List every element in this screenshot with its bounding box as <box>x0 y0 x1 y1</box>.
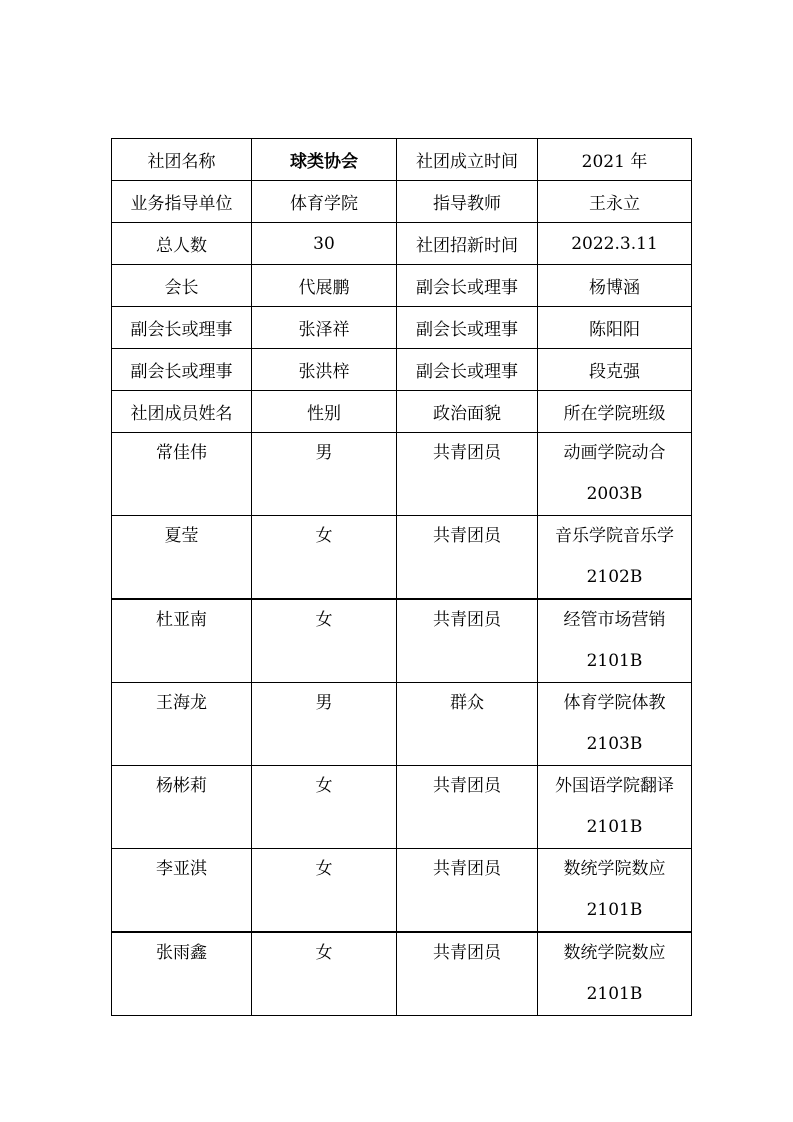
member-class-college: 外国语学院翻译 <box>555 776 674 796</box>
member-name: 杜亚南 <box>112 599 252 683</box>
value-total-members: 30 <box>252 223 397 265</box>
label-vice-president: 副会长或理事 <box>112 307 252 349</box>
member-class <box>538 766 692 849</box>
column-header-politics: 政治面貌 <box>397 391 538 433</box>
member-politics: 共青团员 <box>397 849 538 933</box>
member-row <box>112 683 692 766</box>
member-class-college: 体育学院体教 <box>563 693 666 713</box>
value-vice-president: 陈阳阳 <box>538 307 692 349</box>
president-row <box>112 265 692 307</box>
member-class <box>538 433 692 516</box>
member-class-college: 音乐学院音乐学 <box>555 526 674 546</box>
member-class <box>538 932 692 1016</box>
label-advisor: 指导教师 <box>397 181 538 223</box>
member-class-code: 2003B <box>586 484 643 504</box>
club-name-row <box>112 139 692 181</box>
member-name: 夏莹 <box>112 516 252 600</box>
value-vice-president: 张洪梓 <box>252 349 397 391</box>
member-class-college: 数统学院数应 <box>563 943 666 963</box>
member-row <box>112 433 692 516</box>
label-vice-president: 副会长或理事 <box>397 265 538 307</box>
guidance-row <box>112 181 692 223</box>
label-vice-president: 副会长或理事 <box>397 307 538 349</box>
member-class <box>538 599 692 683</box>
member-name: 杨彬莉 <box>112 766 252 849</box>
member-class-code: 2102B <box>586 567 643 587</box>
value-vice-president: 杨博涵 <box>538 265 692 307</box>
label-president: 会长 <box>112 265 252 307</box>
member-class <box>538 849 692 933</box>
member-class-code: 2101B <box>586 651 643 671</box>
member-gender: 女 <box>252 766 397 849</box>
label-club-name: 社团名称 <box>112 139 252 181</box>
label-vice-president: 副会长或理事 <box>397 349 538 391</box>
member-class-code: 2103B <box>586 734 643 754</box>
member-class-code: 2101B <box>586 984 643 1004</box>
member-name: 王海龙 <box>112 683 252 766</box>
member-class-college: 数统学院数应 <box>563 859 666 879</box>
member-class-college: 动画学院动合 <box>563 443 666 463</box>
vice-president-row <box>112 307 692 349</box>
value-president: 代展鹏 <box>252 265 397 307</box>
value-club-name: 球类协会 <box>252 139 397 181</box>
member-class-code: 2101B <box>586 900 643 920</box>
member-row <box>112 849 692 933</box>
member-politics: 共青团员 <box>397 766 538 849</box>
member-class <box>538 683 692 766</box>
club-info-sheet <box>111 138 691 1016</box>
member-politics: 共青团员 <box>397 599 538 683</box>
member-row <box>112 932 692 1016</box>
headcount-row <box>112 223 692 265</box>
value-guidance-unit: 体育学院 <box>252 181 397 223</box>
member-politics: 共青团员 <box>397 516 538 600</box>
member-class-code: 2101B <box>586 817 643 837</box>
member-gender: 男 <box>252 433 397 516</box>
member-class <box>538 516 692 600</box>
member-gender: 男 <box>252 683 397 766</box>
label-guidance-unit: 业务指导单位 <box>112 181 252 223</box>
club-info-table <box>111 138 692 1016</box>
label-vice-president: 副会长或理事 <box>112 349 252 391</box>
member-row <box>112 516 692 600</box>
label-founded-time: 社团成立时间 <box>397 139 538 181</box>
member-name: 李亚淇 <box>112 849 252 933</box>
member-gender: 女 <box>252 599 397 683</box>
label-total-members: 总人数 <box>112 223 252 265</box>
column-header-name: 社团成员姓名 <box>112 391 252 433</box>
member-politics: 群众 <box>397 683 538 766</box>
member-column-headers <box>112 391 692 433</box>
member-row <box>112 766 692 849</box>
value-vice-president: 张泽祥 <box>252 307 397 349</box>
member-row <box>112 599 692 683</box>
value-recruit-time: 2022.3.11 <box>538 223 692 265</box>
column-header-gender: 性别 <box>252 391 397 433</box>
member-gender: 女 <box>252 516 397 600</box>
member-name: 张雨鑫 <box>112 932 252 1016</box>
value-advisor: 王永立 <box>538 181 692 223</box>
label-recruit-time: 社团招新时间 <box>397 223 538 265</box>
value-founded-time: 2021 年 <box>538 139 692 181</box>
member-name: 常佳伟 <box>112 433 252 516</box>
member-class-college: 经管市场营销 <box>563 610 666 630</box>
value-vice-president: 段克强 <box>538 349 692 391</box>
member-gender: 女 <box>252 849 397 933</box>
member-politics: 共青团员 <box>397 433 538 516</box>
member-gender: 女 <box>252 932 397 1016</box>
column-header-class: 所在学院班级 <box>538 391 692 433</box>
member-politics: 共青团员 <box>397 932 538 1016</box>
vice-president-row <box>112 349 692 391</box>
